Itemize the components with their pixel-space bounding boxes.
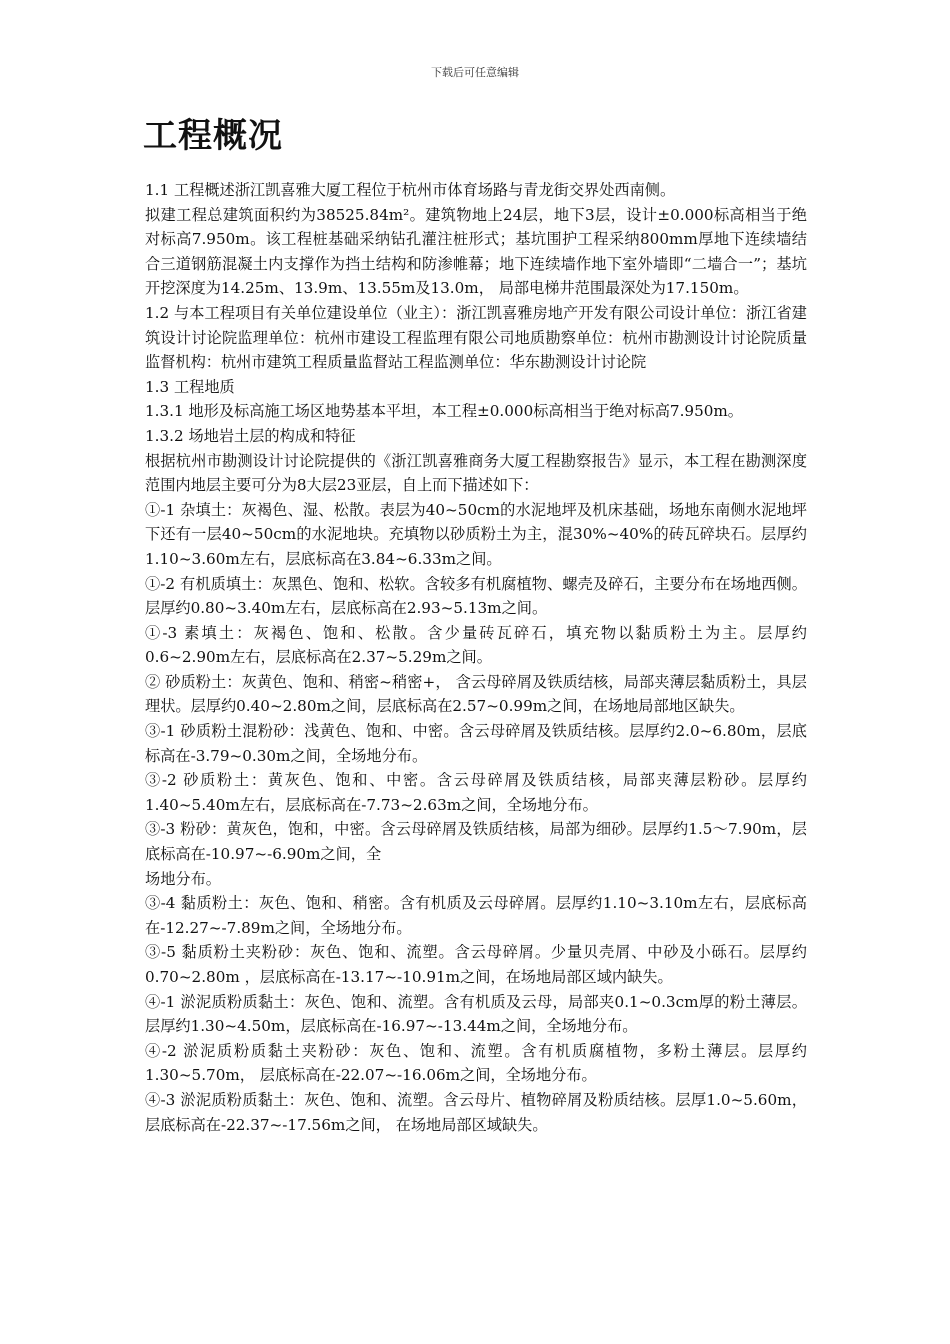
paragraph-1-1-overview: 1.1 工程概述浙江凯喜雅大厦工程位于杭州市体育场路与青龙街交界处西南侧。 <box>145 181 676 199</box>
document-body <box>145 178 807 1137</box>
paragraph-layer-3-3: ③-3 粉砂：黄灰色，饱和，中密。含云母碎屑及铁质结核，局部为细砂。层厚约1.5～7.90m，层底标高在-10.97~-6.90m之间，全 <box>145 820 807 864</box>
paragraph-1-3-1-terrain: 1.3.1 地形及标高施工场区地势基本平坦，本工程±0.000标高相当于绝对标高7.950m。 <box>145 402 743 421</box>
paragraph-layer-3-2: ③-2 砂质粉土：黄灰色、饱和、中密。含云母碎屑及铁质结核，局部夹薄层粉砂。层厚约1.40~5.40m左右，层底标高在-7.73~2.63m之间，全场地分布。 <box>145 771 807 814</box>
paragraph-layer-3-5: ③-5 黏质粉土夹粉砂：灰色、饱和、流塑。含云母碎屑。少量贝壳屑、中砂及小砾石。层厚约0.70~2.80m ，层底标高在-13.17~-10.91m之间，在场地局部区域内缺失。 <box>145 943 807 986</box>
paragraph-layer-3-3-continued: 场地分布。 <box>145 869 221 888</box>
paragraph-layer-2: ② 砂质粉土：灰黄色、饱和、稍密~稍密+， 含云母碎屑及铁质结核，局部夹薄层黏质粉土，具层理状。层厚约0.40~2.80m之间，层底标高在2.57~0.99m之间，在场地局部地区缺失。 <box>145 672 807 716</box>
page-header-note: 下载后可任意编辑 <box>431 66 519 79</box>
paragraph-layer-1-3: ①-3 素填土：灰褐色、饱和、松散。含少量砖瓦碎石，填充物以黏质粉土为主。层厚约0.6~2.90m左右，层底标高在2.37~5.29m之间。 <box>145 623 807 667</box>
paragraph-layer-4-1: ④-1 淤泥质粉质黏土：灰色、饱和、流塑。含有机质及云母，局部夹0.1~0.3cm厚的粉土薄层。层厚约1.30~4.50m，层底标高在-16.97~-13.44m之间，全场地分布。 <box>145 992 807 1036</box>
paragraph-layer-1-2: ①-2 有机质填土：灰黑色、饱和、松软。含较多有机腐植物、螺壳及碎石，主要分布在场地西侧。层厚约0.80~3.40m左右，层底标高在2.93~5.13m之间。 <box>145 574 807 618</box>
paragraph-layer-3-4: ③-4 黏质粉土：灰色、饱和、稍密。含有机质及云母碎屑。层厚约1.10~3.10m左右，层底标高在-12.27~-7.89m之间，全场地分布。 <box>145 894 807 937</box>
paragraph-1-2-related-units: 1.2 与本工程项目有关单位建设单位（业主）：浙江凯喜雅房地产开发有限公司设计单位：浙江省建筑设计讨论院监理单位：杭州市建设工程监理有限公司地质勘察单位：杭州市勘测设计讨论院质量监督机构：杭州市建筑工程质量监督站工程监测单位：华东勘测设计讨论院 <box>145 303 807 372</box>
document-title: 工程概况 <box>143 116 283 156</box>
paragraph-layer-4-3: ④-3 淤泥质粉质黏土：灰色、饱和、流塑。含云母片、植物碎屑及粉质结核。层厚1.0~5.60m，层底标高在-22.37~-17.56m之间， 在场地局部区域缺失。 <box>145 1090 807 1134</box>
paragraph-layer-1-1: ①-1 杂填土：灰褐色、湿、松散。表层为40~50cm的水泥地坪及机床基础，场地东南侧水泥地坪下还有一层40~50cm的水泥地块。充填物以砂质粉土为主，混30%~40%的砖瓦碎块石。层厚约1.10~3.60m左右，层底标高在3.84~6.33m之间。 <box>145 500 807 568</box>
paragraph-1-3-2-heading: 1.3.2 场地岩土层的构成和特征 <box>145 426 356 445</box>
paragraph-survey-intro: 根据杭州市勘测设计讨论院提供的《浙江凯喜雅商务大厦工程勘察报告》显示，本工程在勘测深度范围内地层主要可分为8大层23亚层，自上而下描述如下： <box>145 451 807 495</box>
paragraph-1-3-heading: 1.3 工程地质 <box>145 377 235 396</box>
paragraph-layer-4-2: ④-2 淤泥质粉质黏土夹粉砂：灰色、饱和、流塑。含有机质腐植物，多粉土薄层。层厚约1.30~5.70m， 层底标高在-22.07~-16.06m之间，全场地分布。 <box>145 1041 807 1085</box>
paragraph-layer-3-1: ③-1 砂质粉土混粉砂：浅黄色、饱和、中密。含云母碎屑及铁质结核。层厚约2.0~6.80m，层底标高在-3.79~0.30m之间，全场地分布。 <box>145 722 807 765</box>
paragraph-building-description: 拟建工程总建筑面积约为38525.84m²。建筑物地上24层，地下3层，设计±0.000标高相当于绝对标高7.950m。该工程桩基础采纳钻孔灌注桩形式；基坑围护工程采纳800mm厚地下连续墙结合三道钢筋混凝土内支撑作为挡土结构和防渗帷幕；地下连续墙作地下室外墙即“二墙合一”；基坑开挖深度为14.25m、13.9m、13.55m及13.0m， 局部电梯井范围最深处为17.150m。 <box>145 205 807 298</box>
